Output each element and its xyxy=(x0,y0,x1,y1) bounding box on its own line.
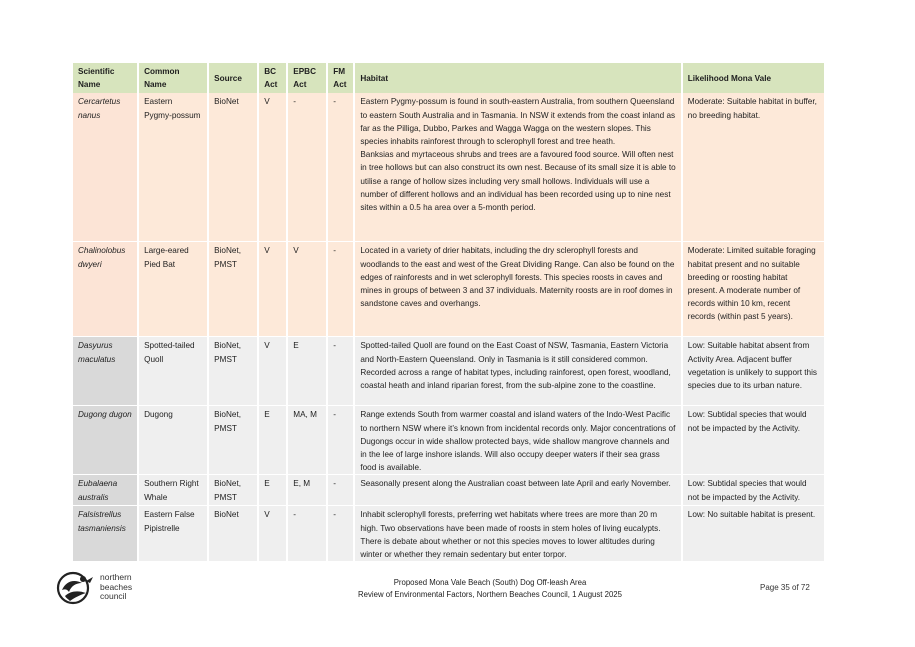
likelihood: Moderate: Limited suitable foraging habitat present and no suitable breeding or roosting habitat present. A moderate number of records within 10 km, recent records (within past 5 years). xyxy=(683,242,824,337)
table-row xyxy=(73,242,824,337)
habitat xyxy=(355,506,680,562)
likelihood: Low: Subtidal species that would not be impacted by the Activity. xyxy=(683,475,824,506)
source: BioNet, PMST xyxy=(209,406,257,475)
epbc-status: E xyxy=(288,337,326,406)
epbc-status: - xyxy=(288,506,326,562)
habitat-paragraph: Eastern Pygmy-possum is found in south-eastern Australia, from southern Queensland to eastern South Australia and in Tasmania. In NSW it extends from the coast inland as far as the Pilliga, Dubbo, Parkes and Wagga Wagga on the western slopes. This species inhabits rainforest through to sclerophyll forest and tree heath. xyxy=(360,97,676,147)
fm-status: - xyxy=(328,242,353,337)
header-epbc: EPBC Act xyxy=(288,63,326,93)
common-name: Eastern Pygmy-possum xyxy=(139,93,207,242)
bc-status: V xyxy=(259,506,286,562)
table-row xyxy=(73,337,824,406)
habitat-paragraph: Range extends South from warmer coastal and island waters of the Indo-West Pacific to northern NSW where it’s known from incidental records only. Major concentrations of Dugongs occur in wide shallow protected bays, wide shallow mangrove channels and in the lee of large inshore islands. Will also occupy deeper waters if their sea grass food is available. xyxy=(360,410,676,473)
council-logo-text xyxy=(100,573,132,602)
source: BioNet, PMST xyxy=(209,242,257,337)
table-row xyxy=(73,475,824,506)
likelihood: Moderate: Suitable habitat in buffer, no breeding habitat. xyxy=(683,93,824,242)
epbc-status: E, M xyxy=(288,475,326,506)
header-bc: BC Act xyxy=(259,63,286,93)
header-source: Source xyxy=(209,63,257,93)
habitat xyxy=(355,475,680,506)
common-name: Southern Right Whale xyxy=(139,475,207,506)
header-common: Common Name xyxy=(139,63,207,93)
table-row xyxy=(73,506,824,562)
common-name: Spotted-tailed Quoll xyxy=(139,337,207,406)
header-fm: FM Act xyxy=(328,63,353,93)
common-name: Dugong xyxy=(139,406,207,475)
header-habitat: Habitat xyxy=(355,63,680,93)
epbc-status: MA, M xyxy=(288,406,326,475)
habitat-paragraph: Seasonally present along the Australian coast between late April and early November. xyxy=(360,479,671,489)
fm-status: - xyxy=(328,406,353,475)
scientific-name: Eubalaena australis xyxy=(73,475,137,506)
habitat xyxy=(355,337,680,406)
habitat xyxy=(355,242,680,337)
epbc-status: V xyxy=(288,242,326,337)
table-header-row xyxy=(73,63,824,93)
species-table xyxy=(71,63,826,562)
bc-status: E xyxy=(259,406,286,475)
scientific-name: Dasyurus maculatus xyxy=(73,337,137,406)
likelihood: Low: Subtidal species that would not be impacted by the Activity. xyxy=(683,406,824,475)
scientific-name: Falsistrellus tasmaniensis xyxy=(73,506,137,562)
bc-status: V xyxy=(259,242,286,337)
scientific-name: Chalinolobus dwyeri xyxy=(73,242,137,337)
source: BioNet, PMST xyxy=(209,475,257,506)
page-number: Page 35 of 72 xyxy=(760,583,810,592)
habitat-paragraph: Banksias and myrtaceous shrubs and trees are a favoured food source. Will often nest in tree hollows but can also construct its own nest. Because of its small size it is able to utilise a range of hollow sizes including very small hollows. Individuals will use a number of different hollows and an individual has been recorded using up to nine nest sites within a 0.5 ha area over a 5-month period. xyxy=(360,150,676,213)
bc-status: V xyxy=(259,93,286,242)
likelihood: Low: Suitable habitat absent from Activity Area. Adjacent buffer vegetation is unlikely to support this species due to its urban nature. xyxy=(683,337,824,406)
document-footer-title xyxy=(300,577,680,600)
fm-status: - xyxy=(328,337,353,406)
logo-line: beaches xyxy=(100,581,133,592)
bc-status: V xyxy=(259,337,286,406)
fm-status: - xyxy=(328,93,353,242)
bc-status: E xyxy=(259,475,286,506)
habitat-paragraph: Inhabit sclerophyll forests, preferring wet habitats where trees are more than 20 m high. Two observations have been made of roosts in stem holes of living eucalypts. There is debate about whether or not this species moves to lower altitudes during winter or whether they remain sedentary but enter torpor. xyxy=(360,510,661,560)
logo-line: council xyxy=(100,591,127,601)
source: BioNet, PMST xyxy=(209,337,257,406)
fm-status: - xyxy=(328,506,353,562)
logo-line: northern xyxy=(100,572,132,582)
common-name: Large-eared Pied Bat xyxy=(139,242,207,337)
habitat-paragraph: Located in a variety of drier habitats, including the dry sclerophyll forests and woodlands to the east and west of the Great Dividing Range. Can also be found on the edges of rainforests and in wet sclerophyll forests. This species roosts in caves and mines in groups of between 3 and 37 individuals. Maternity roosts are in roof domes in sandstone caves and overhangs. xyxy=(360,246,675,309)
habitat xyxy=(355,406,680,475)
likelihood: Low: No suitable habitat is present. xyxy=(683,506,824,562)
footer-subtitle-line: Review of Environmental Factors, Northern Beaches Council, 1 August 2025 xyxy=(358,589,622,599)
source: BioNet xyxy=(209,506,257,562)
scientific-name: Cercartetus nanus xyxy=(73,93,137,242)
table-row xyxy=(73,93,824,242)
fm-status: - xyxy=(328,475,353,506)
header-likelihood: Likelihood Mona Vale xyxy=(683,63,824,93)
header-scientific: Scientific Name xyxy=(73,63,137,93)
common-name: Eastern False Pipistrelle xyxy=(139,506,207,562)
source: BioNet xyxy=(209,93,257,242)
epbc-status: - xyxy=(288,93,326,242)
council-logo-icon xyxy=(56,571,96,605)
habitat-paragraph: Spotted-tailed Quoll are found on the East Coast of NSW, Tasmania, Eastern Victoria and North-Eastern Queensland. Only in Tasmania is it still considered common. Recorded across a range of habitat types, including rainforest, open forest, woodland, coastal heath and inland riparian forest, from the sub-alpine zone to the coastline. xyxy=(360,341,671,391)
habitat xyxy=(355,93,680,242)
scientific-name: Dugong dugon xyxy=(73,406,137,475)
footer-title-line: Proposed Mona Vale Beach (South) Dog Off-leash Area xyxy=(393,578,587,587)
table-row xyxy=(73,406,824,475)
